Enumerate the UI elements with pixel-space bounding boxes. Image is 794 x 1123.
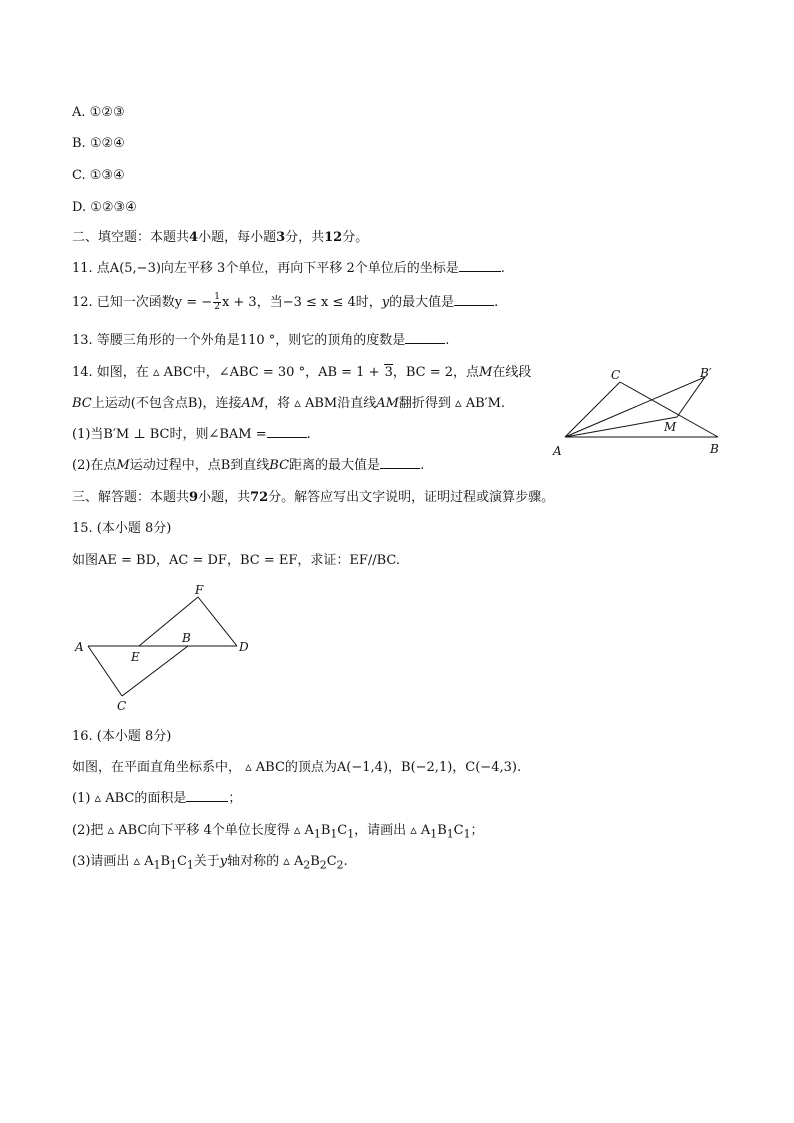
section-3-heading: 三、解答题：本题共9小题，共72分。解答应写出文字说明，证明过程或演算步骤。 [72, 490, 555, 505]
question-15-header: 15. (本小题 8分) [72, 521, 172, 536]
segment-fd [198, 597, 237, 646]
question-15-text: 如图AE = BD，AC = DF，BC = EF，求证：EF//BC. [72, 553, 401, 568]
answer-blank [405, 331, 445, 344]
option-d: D. ①②③④ [72, 200, 137, 215]
question-14-line-2: BC上运动(不包含点B)，连接AM，将 ▵ ABM沿直线AM翻折得到 ▵ AB′M. [72, 396, 506, 411]
label-c: C [611, 368, 621, 382]
option-c: C. ①③④ [72, 168, 125, 183]
question-13: 13. 等腰三角形的一个外角是110 °，则它的顶角的度数是 . [72, 333, 450, 348]
question-15-figure [70, 580, 260, 715]
question-16-header: 16. (本小题 8分) [72, 729, 172, 744]
question-14-figure [545, 362, 730, 462]
question-14-part-2: (2)在点M运动过程中，点B到直线BC距离的最大值是 . [72, 458, 425, 473]
label-d: D [239, 640, 249, 654]
question-14-line-1: 14. 如图，在 ▵ ABC中，∠ABC = 30 °，AB = 1 + 3，BC = 2，点M在线段 [72, 365, 532, 380]
question-16-part-3: (3)请画出 ▵ $A_1B_1C_1$关于y轴对称的 ▵ $A_2B_2C_2$. [72, 854, 348, 872]
segment-ac [88, 646, 122, 696]
label-e: E [131, 650, 140, 664]
question-14-part-1: (1)当B′M ⊥ BC时，则∠BAM = . [72, 427, 311, 442]
question-12: 12. 已知一次函数y = − $\frac{1}{2}$ x + 3，当−3 ≤ x ≤ 4时，y的最大值是 . [72, 292, 499, 312]
label-b: B [710, 442, 719, 456]
answer-blank [267, 425, 307, 438]
question-16-text: 如图，在平面直角坐标系中， ▵ ABC的顶点为A(−1,4)，B(−2,1)，C(−4,3). [72, 760, 522, 775]
label-c: C [117, 699, 127, 713]
answer-blank [186, 789, 228, 802]
answer-blank [454, 293, 494, 306]
label-m: M [664, 420, 677, 434]
label-b: B [182, 631, 191, 645]
answer-blank [380, 456, 420, 469]
label-f: F [195, 583, 204, 597]
label-a: A [75, 640, 84, 654]
fraction: $\frac{1}{2}$ [214, 292, 220, 312]
question-16-part-2: (2)把 ▵ ABC向下平移 4个单位长度得 ▵ $A_1B_1C_1$，请画出 ▵ $A_1B_1C_1$； [72, 823, 484, 841]
label-a: A [553, 444, 562, 458]
section-2-heading: 二、填空题：本题共4小题，每小题3分，共12分。 [72, 230, 369, 245]
question-11: 11. 点A(5,−3)向左平移 3个单位，再向下平移 2个单位后的坐标是 . [72, 261, 505, 276]
answer-blank [459, 259, 501, 272]
option-b: B. ①②④ [72, 136, 125, 151]
option-a: A. ①②③ [72, 105, 125, 120]
question-16-part-1: (1) ▵ ABC的面积是 ； [72, 791, 242, 806]
label-b-prime: B′ [700, 366, 712, 380]
